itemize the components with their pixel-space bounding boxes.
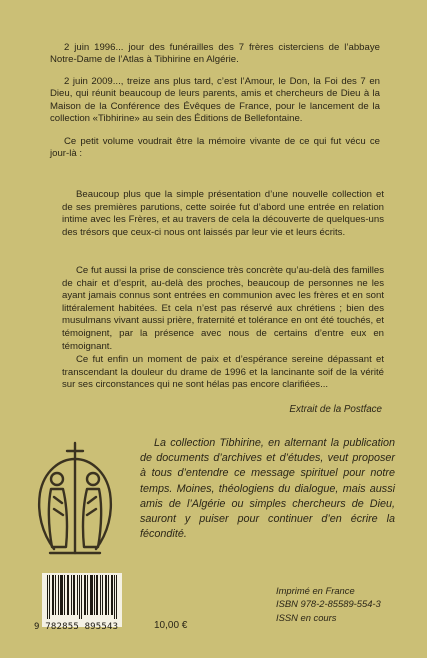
quote-paragraph-1: Beaucoup plus que la simple présentation d’une nouvelle collection et de ses premières parutions, cette soirée fut d’abord une entrée en relation intime avec les Frères, et au travers de cela la découverte de quelques-uns des trésors que ceux-ci nous ont laissés par leur vie et leurs écrits. [62,189,384,238]
two-monks-logo-icon [30,437,120,559]
intro-paragraph-3: Ce petit volume voudrait être la mémoire vivante de ce qui fut vécu ce jour-là : [50,136,380,160]
collection-description: La collection Tibhirine, en alternant la publication de documents d’archives et d’études, veut proposer à tous d’entendre ce message spirituel pour notre temps. Moines, théologiens du dialogue, mais aussi amis de l’Algérie ou simples chercheurs de Dieu, sauront y puiser pour continuer d’en écrire la fécondité. [140,437,395,541]
issn: ISSN en cours [276,611,337,623]
intro-paragraph-1: 2 juin 1996... jour des funérailles des 7 frères cisterciens de l’abbaye Notre-Dame de l’Atlas à Tibhirine en Algérie. [50,42,380,66]
quote-paragraph-3: Ce fut enfin un moment de paix et d’espérance sereine dépassant et transcendant la douleur du drame de 1996 et la lancinante soif de la vérité sur ses circonstances qui ne sont hélas pas encore clarifiées... [62,354,384,391]
intro-paragraph-2: 2 juin 2009..., treize ans plus tard, c’est l’Amour, le Don, la Foi des 7 en Dieu, qui réunit beaucoup de leurs parents, amis et chercheurs de Dieu à la Maison de la Conférence des Évêques de France, pour le lancement de la collection «Tibhirine» au sein des Éditions de Bellefontaine. [50,76,380,125]
imprint-block [276,584,381,624]
barcode-bars [46,575,118,619]
quote-paragraph-2: Ce fut aussi la prise de conscience très concrète qu’au-delà des familles de chair et d’esprit, au-delà des proches, beaucoup de personnes ne les ayant jamais connus sont entrées en communion avec les frères et en sont littéralement habitées. Et cela n’est pas réservé aux chrétiens ; bien des musulmans vivant aussi prière, fraternité et tolérance en ont été touchés, et témoignent, par la présence avec nous de certains d’entre eux en témoignant. [62,265,384,352]
isbn: ISBN 978-2-85589-554-3 [276,598,381,610]
price: 10,00 € [154,620,188,631]
barcode-digits: 9 782855 895543 [34,622,119,632]
printed-in: Imprimé en France [276,585,355,596]
isbn-barcode [42,573,122,627]
quote-source: Extrait de la Postface [289,404,382,415]
